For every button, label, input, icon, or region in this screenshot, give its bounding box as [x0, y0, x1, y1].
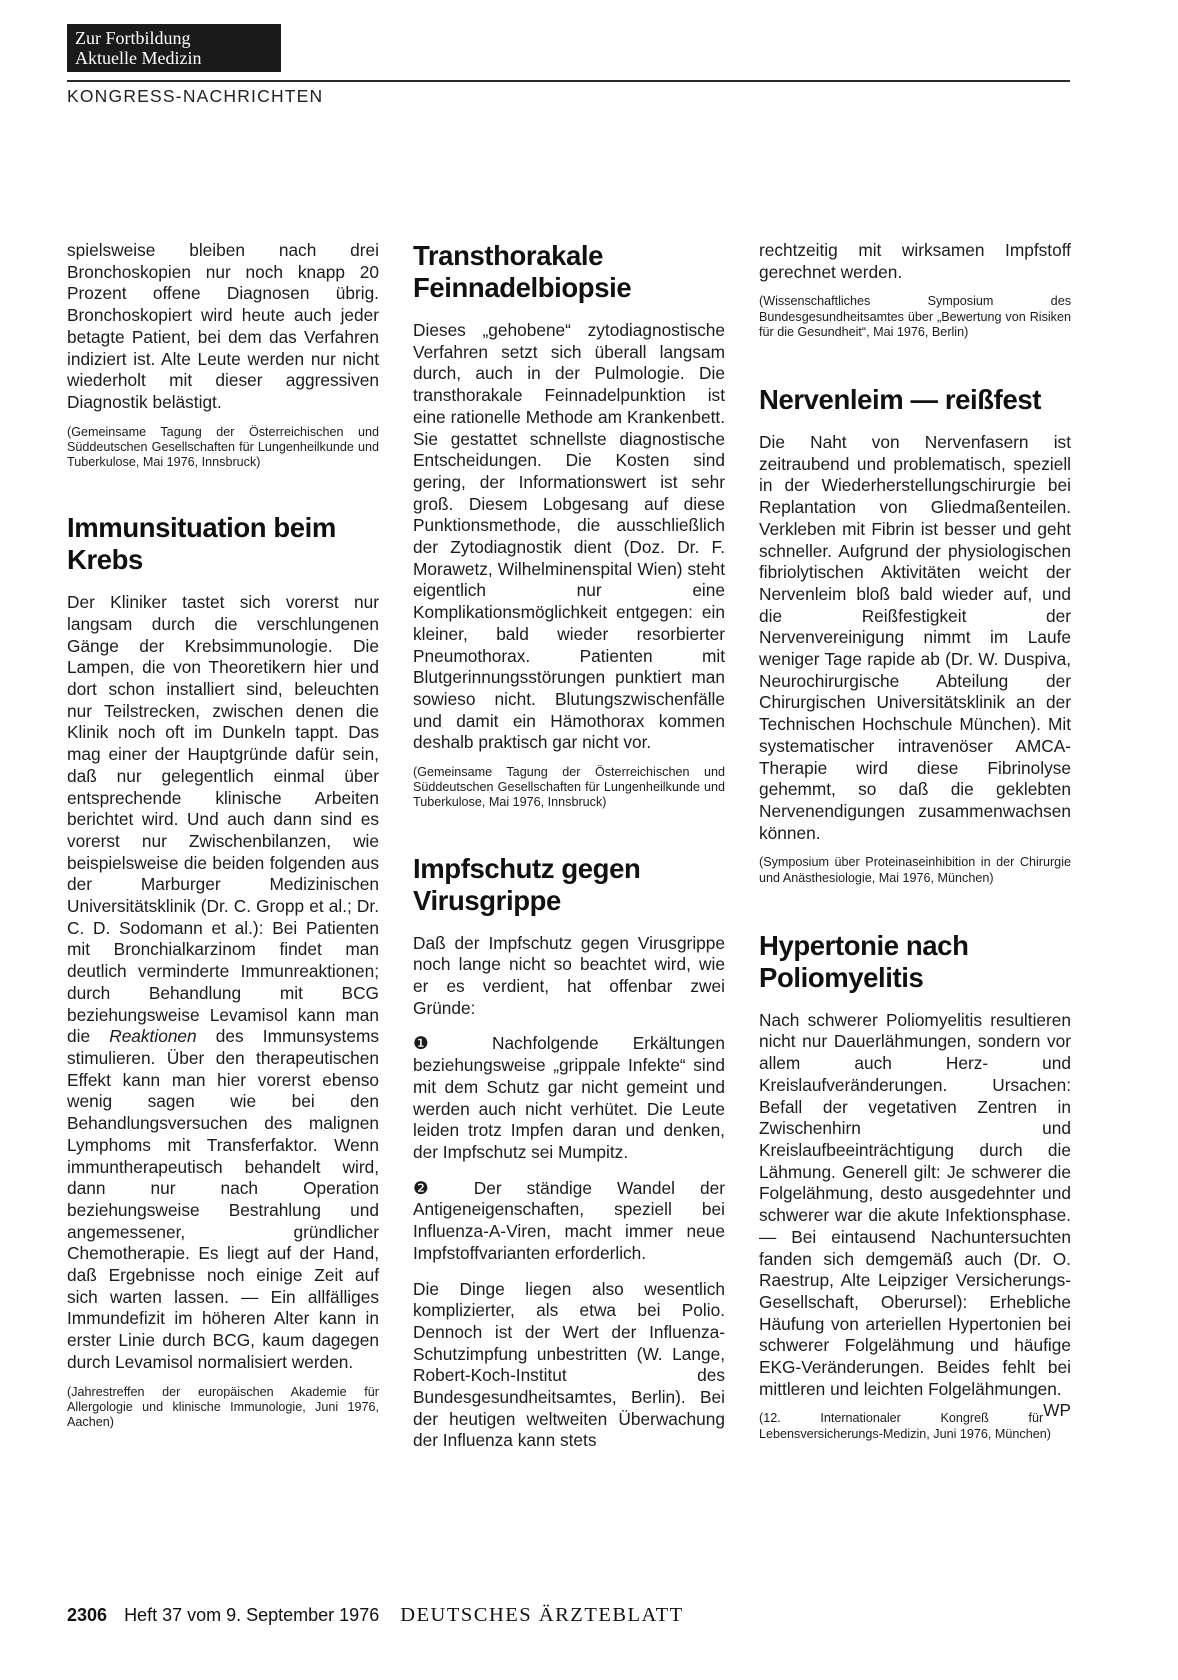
emphasis-text: Reaktionen [109, 1026, 197, 1047]
article-heading: Transthorakale Feinnadelbiopsie [413, 240, 632, 303]
paragraph: spielsweise bleiben nach drei Bronchoskopien nur noch knapp 20 Prozent offene Diagnosen übrig. Bronchoskopiert wird heute auch jeder betagte Patient, bei dem das Verfahren indiziert ist. Alte Leute werden nur nicht wiederholt mit dieser aggressiven Diagnostik belästigt. [67, 240, 379, 412]
paragraph-text: Der Kliniker tastet sich vorerst nur langsam durch die verschlungenen Gänge der Krebsimmunologie. Die Lampen, die von Theoretikern hier und dort schon installiert sind, beleuchten nur Teilstrecken, zwischen denen die Klinik noch oft im Dunkeln tappt. Das mag einer der Hauptgründe dafür sein, daß nur gelegentlich einmal über entsprechende klinische Arbeiten berichtet wird. Und auch dann sind es vorerst nur Zwischenbilanzen, wie beispielsweise die beiden folgenden aus der Marburger Medizinischen Universitätsklinik (Dr. C. Gropp et al.; Dr. C. D. Sodomann et al.): Bei Patienten mit Bronchialkarzinom findet man deutlich verminderte Immunreaktionen; durch Behandlung mit BCG beziehungsweise Levamisol kann man die [67, 592, 379, 1047]
source-note: (Gemeinsame Tagung der Österreichischen und Süddeutschen Gesellschaften für Lungenheilkunde und Tuberkulose, Mai 1976, Innsbruck) [413, 765, 725, 810]
paragraph: Dieses „gehobene“ zytodiagnostische Verfahren setzt sich überall langsam durch, auch in der Pulmologie. Die transthorakale Feinnadelpunktion ist eine rationelle Methode am Krankenbett. Sie gestattet schnellste diagnostische Entscheidungen. Die Kosten sind gering, der Informationswert ist sehr groß. Diesem Lobgesang auf diese Punktionsmethode, die ausschließlich der Zytodiagnostik dient (Doz. Dr. F. Morawetz, Wilhelminenspital Wien) steht eigentlich nur eine Komplikationsmöglichkeit entgegen: ein kleiner, bald wieder resorbierter Pneumothorax. Patienten mit Blutgerinnungsstörungen punktiert man sowieso nicht. Blutungszwischenfälle und damit ein Hämothorax kommen deshalb praktisch gar nicht vor. [413, 320, 725, 753]
source-note: (Symposium über Proteinaseinhibition in der Chirurgie und Anästhesiologie, Mai 1976, München) [759, 855, 1071, 885]
article-heading: Hypertonie nach Poliomyelitis [759, 929, 969, 993]
numbered-paragraph: ❷ Der ständige Wandel der Antigeneigenschaften, speziell bei Influenza-A-Viren, macht immer neue Impfstoffvarianten erforderlich. [413, 1177, 725, 1263]
rubric-line-2: Aktuelle Medizin [75, 48, 202, 68]
source-note: (Jahrestreffen der europäischen Akademie für Allergologie und klinische Immunologie, Juni 1976, Aachen) [67, 1384, 379, 1429]
column-2 [413, 240, 725, 1452]
article-heading: Impfschutz gegen Virusgrippe [413, 852, 641, 916]
paragraph: Die Naht von Nervenfasern ist zeitraubend und problematisch, speziell in der Wiederherstellungschirurgie bei Replantation von Gliedmaßenteilen. Verkleben mit Fibrin ist besser und geht schneller. Aufgrund der physiologischen fibriolytischen Aktivitäten weicht der Nervenleim bloß bald wieder auf, und die Reißfestigkeit der Nervenvereinigung nimmt im Laufe weniger Tage rapide ab (Dr. W. Duspiva, Neurochirurgische Abteilung der Chirurgischen Universitätsklinik an der Technischen Hochschule München). Mit systematischer intravenöser AMCA-Therapie wird diese Fibrinolyse gehemmt, so daß die geklebten Nervenendigungen zusammenwachsen können. [759, 432, 1071, 843]
author-signature: WP [1043, 1400, 1071, 1421]
section-title: KONGRESS-NACHRICHTEN [67, 86, 324, 106]
article-heading: Immunsituation beim Krebs [67, 512, 336, 576]
numbered-paragraph: ❶ Nachfolgende Erkältungen beziehungsweise „grippale Infekte“ sind mit dem Schutz gar nicht gemeint und werden auch nicht verhütet. Die Leute leiden trotz Impfen daran und denken, der Impfschutz sei Mumpitz. [413, 1033, 725, 1162]
paragraph-text: des Immunsystems stimulieren. Über den therapeutischen Effekt kann man hier vorerst ebenso wenig sagen wie bei den Behandlungsversuchen des malignen Lymphoms mit Transferfaktor. Wenn immuntherapeutisch behandelt wird, dann nur nach Operation beziehungsweise Bestrahlung und angemessener, gründlicher Chemotherapie. Es liegt auf der Hand, daß Ergebnisse noch einige Zeit auf sich warten lassen. — Ein allfälliges Immundefizit im höheren Alter kann in erster Linie durch BCG, kaum dagegen durch Levamisol normalisiert werden. [67, 1026, 379, 1372]
issue-info: Heft 37 vom 9. September 1976 [124, 1605, 380, 1625]
rubric-line-1: Zur Fortbildung [75, 28, 191, 48]
paragraph: rechtzeitig mit wirksamen Impfstoff gerechnet werden. [759, 240, 1071, 282]
paragraph [67, 592, 379, 1373]
source-note: (12. Internationaler Kongreß für Lebensversicherungs-Medizin, Juni 1976, München) [759, 1411, 1051, 1441]
column-1 [67, 240, 379, 1430]
article-heading: Nervenleim — reißfest [759, 384, 1041, 416]
source-note: (Wissenschaftliches Symposium des Bundesgesundheitsamtes über „Bewertung von Risiken für die Gesundheit“, Mai 1976, Berlin) [759, 294, 1071, 339]
rubric-box [67, 24, 281, 72]
page-footer [67, 1604, 684, 1627]
paragraph-text: Nach schwerer Poliomyelitis resultieren nicht nur Dauerlähmungen, sondern vor allem auch Herz- und Kreislaufveränderungen. Ursachen: Befall der vegetativen Zentren in Zwischenhirn und Kreislaufbeeinträchtigung durch die Lähmung. Generell gilt: Je schwerer die Folgelähmung, desto ausgedehnter und schwerer war die akute Infektionsphase. — Bei eintausend Nachuntersuchten fanden sich demgemäß auch (Dr. O. Raestrup, Alte Leipziger Versicherungs-Gesellschaft, Oberursel): Erhebliche Häufung von arteriellen Hypertonien bei schwerer Folgelähmung und häufige EKG-Veränderungen. Beides fehlt bei mittleren und leichten Folgelähmungen. [759, 1009, 1071, 1399]
journal-name: DEUTSCHES ÄRZTEBLATT [400, 1604, 684, 1626]
paragraph [759, 1009, 1071, 1421]
column-3 [759, 240, 1071, 1442]
paragraph: Die Dinge liegen also wesentlich komplizierter, als etwa bei Polio. Dennoch ist der Wert der Influenza-Schutzimpfung unbestritten (W. Lange, Robert-Koch-Institut des Bundesgesundheitsamtes, Berlin). Bei der heutigen weltweiten Überwachung der Influenza kann stets [413, 1278, 725, 1451]
page-number: 2306 [67, 1605, 108, 1625]
header-rule [67, 80, 1070, 82]
paragraph: Daß der Impfschutz gegen Virusgrippe noch lange nicht so beachtet wird, wie er es verdient, hat offenbar zwei Gründe: [413, 932, 725, 1018]
source-note: (Gemeinsame Tagung der Österreichischen und Süddeutschen Gesellschaften für Lungenheilkunde und Tuberkulose, Mai 1976, Innsbruck) [67, 424, 379, 470]
